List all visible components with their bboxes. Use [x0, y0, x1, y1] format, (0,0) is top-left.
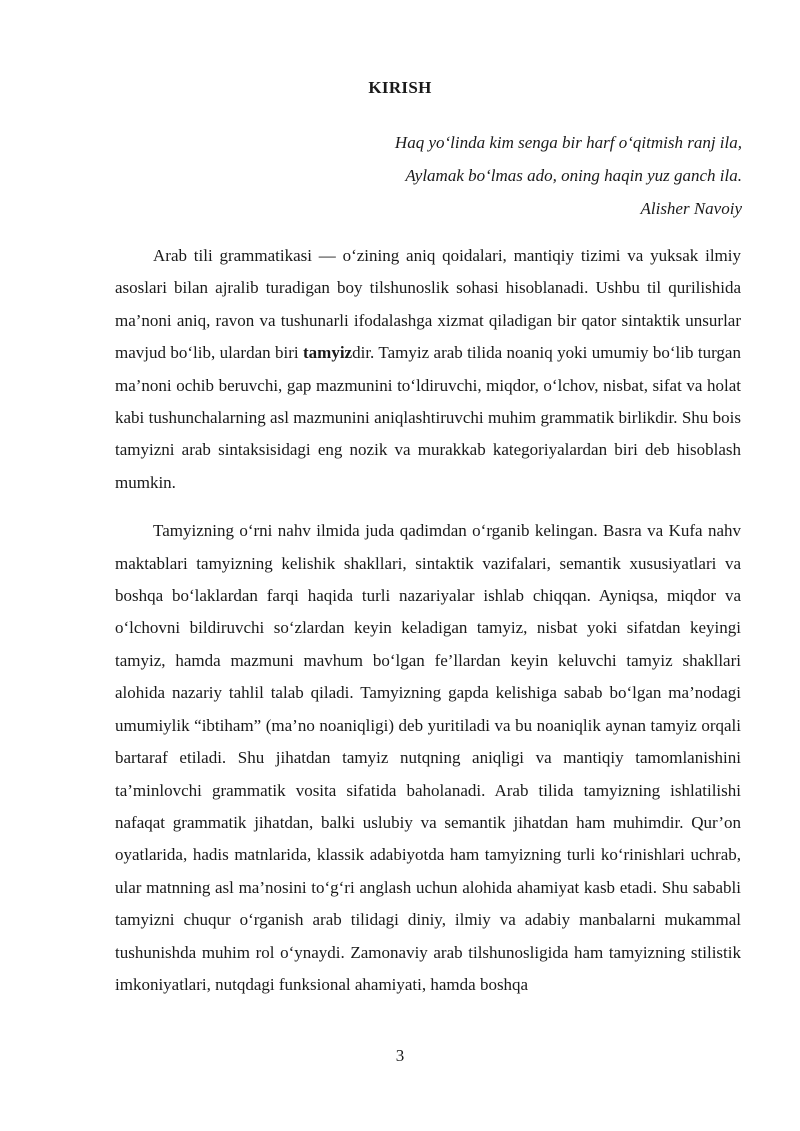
epigraph-author: Alisher Navoiy	[640, 199, 742, 218]
paragraph-1-end: dir. Tamyiz arab tilida noaniq yoki umumiy bo‘lib turgan ma’noni ochib beruvchi, gap mazmunini to‘ldiruvchi, miqdor, o‘lchov, nisbat, sifat va holat kabi tushunchalarning asl mazmunini aniqlashtiruvchi muhim grammatik birlikdir. Shu bois tamyizni arab sintaksisidagi eng nozik va murakkab kategoriyalardan biri deb hisoblash mumkin.	[115, 343, 741, 492]
epigraph	[395, 126, 742, 225]
epigraph-line-1: Haq yo‘linda kim senga bir harf o‘qitmish ranj ila,	[394, 133, 742, 152]
key-term: tamyiz	[303, 343, 353, 363]
paragraph-2: Tamyizning o‘rni nahv ilmida juda qadimdan o‘rganib kelingan. Basra va Kufa nahv maktablari tamyizning kelishik shakllari, sintaktik vazifalari, semantik xususiyatlari va boshqa bo‘laklardan farqi haqida turli nazariyalar ishlab chiqqan. Ayniqsa, miqdor va o‘lchovni bildiruvchi so‘zlardan keyin keladigan tamyiz, nisbat yoki sifatdan keyingi tamyiz, hamda mazmuni mavhum bo‘lgan fe’llardan keyin keluvchi tamyiz shakllari alohida nazariy tahlil talab qiladi. Tamyizning gapda kelishiga sabab bo‘lgan ma’nodagi umumiylik “ibtiham” (ma’no noaniqligi) deb yuritiladi va bu noaniqlik aynan tamyiz orqali bartaraf etiladi. Shu jihatdan tamyiz nutqning aniqligi va mantiqiy tamomlanishini ta’minlovchi grammatik vosita sifatida baholanadi. Arab tilida tamyizning ishlatilishi nafaqat grammatik jihatdan, balki uslubiy va semantik jihatdan ham muhimdir. Qur’on oyatlarida, hadis matnlarida, klassik adabiyotda ham tamyizning turli ko‘rinishlari uchrab, ular matnning asl ma’nosini to‘g‘ri anglash uchun alohida ahamiyat kasb etadi. Shu sababli tamyizni chuqur o‘rganish arab tilidagi diniy, ilmiy va adabiy manbalarni mukammal tushunishda muhim rol o‘ynaydi. Zamonaviy arab tilshunosligida ham tamyizning stilistik imkoniyatlari, nutqdagi funksional ahamiyati, hamda boshqa	[115, 521, 741, 994]
paragraph-1	[115, 240, 741, 499]
epigraph-line-2: Aylamak bo‘lmas ado, oning haqin yuz ganch ila.	[405, 166, 742, 185]
paragraph-1-start: Arab tili grammatikasi — o‘zining aniq qoidalari, mantiqiy tizimi va yuksak ilmiy asoslari bilan ajralib turadigan boy tilshunoslik sohasi hisoblanadi. Ushbu til qurilishida ma’noni aniq, ravon va tushunarli ifodalashga xizmat qiladigan bir qator sintaktik unsurlar mavjud bo‘lib, ulardan biri	[115, 246, 741, 363]
page-title: KIRISH	[368, 78, 432, 97]
body-text	[115, 240, 741, 1001]
page-number: 3	[395, 1046, 405, 1065]
